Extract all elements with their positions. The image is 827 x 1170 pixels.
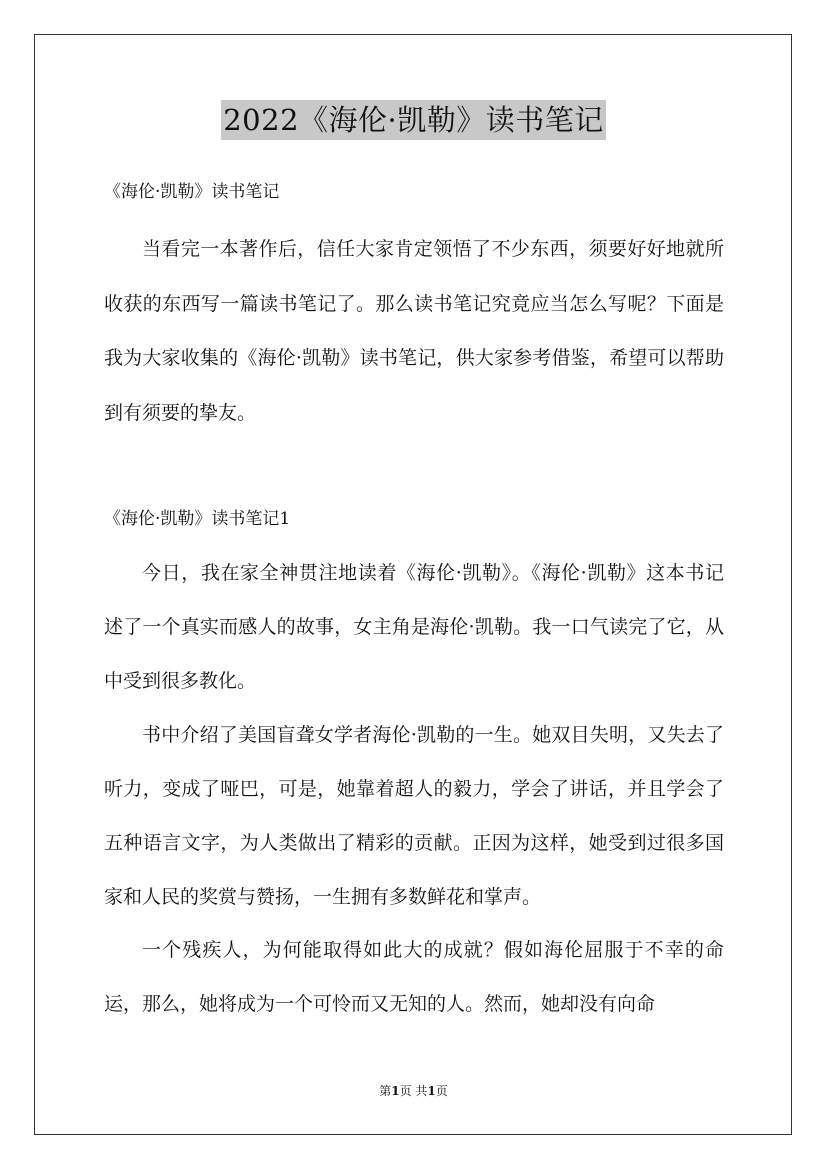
body-paragraph: 今日，我在家全神贯注地读着《海伦·凯勒》。《海伦·凯勒》这本书记述了一个真实而感人的故事，女主角是海伦·凯勒。我一口气读完了它，从中受到很多教化。 — [104, 562, 724, 692]
document-title: 2022《海伦·凯勒》读书笔记 — [221, 100, 606, 140]
document-subtitle: 《海伦·凯勒》读书笔记 — [104, 182, 280, 202]
section-heading: 《海伦·凯勒》读书笔记1 — [104, 509, 291, 529]
body-paragraph: 一个残疾人，为何能取得如此大的成就？假如海伦屈服于不幸的命运，那么，她将成为一个可怜而又无知的人。然而，她却没有向命 — [104, 939, 724, 1015]
footer-page-mid: 页 共 — [399, 1084, 428, 1098]
page-footer — [0, 1083, 827, 1099]
footer-page-current: 1 — [391, 1084, 400, 1098]
body-paragraph: 书中介绍了美国盲聋女学者海伦·凯勒的一生。她双目失明，又失去了听力，变成了哑巴，可是，她靠着超人的毅力，学会了讲话，并且学会了五种语言文字，为人类做出了精彩的贡献。正因为这样，她受到过很多国家和人民的奖赏与赞扬，一生拥有多数鲜花和掌声。 — [104, 724, 724, 908]
footer-page-total: 1 — [427, 1084, 436, 1098]
intro-paragraph: 当看完一本著作后，信任大家肯定领悟了不少东西，须要好好地就所收获的东西写一篇读书笔记了。那么读书笔记究竟应当怎么写呢？下面是我为大家收集的《海伦·凯勒》读书笔记，供大家参考借鉴，希望可以帮助到有须要的挚友。 — [104, 238, 724, 424]
title-container — [0, 100, 827, 140]
footer-page-prefix: 第 — [379, 1084, 392, 1098]
footer-page-suffix: 页 — [435, 1084, 448, 1098]
